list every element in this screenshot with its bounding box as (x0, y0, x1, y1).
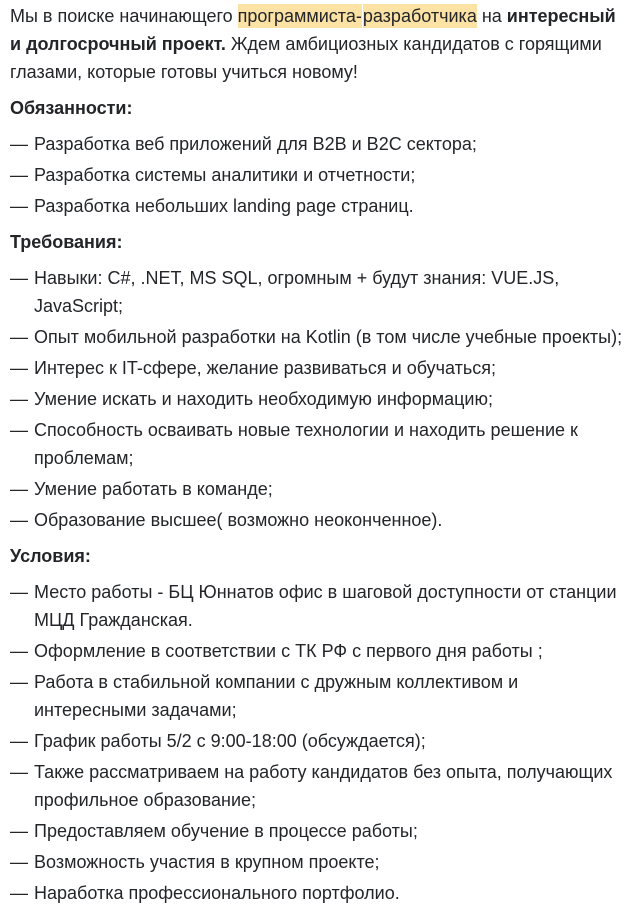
list-item (10, 758, 630, 814)
item-text: График работы 5/2 с 9:00-18:00 (обсуждается); (34, 731, 426, 751)
section-heading (10, 542, 630, 570)
list-item (10, 668, 630, 724)
bullet-dash: — (10, 134, 28, 154)
search-highlight: разработчика (362, 6, 477, 26)
duties-list (10, 130, 630, 220)
requirements-list (10, 264, 630, 534)
item-text: Место работы - БЦ Юннатов офис в шаговой доступности от станции МЦД Гражданская. (34, 582, 617, 630)
list-item (10, 416, 630, 472)
bullet-dash: — (10, 852, 28, 872)
list-item (10, 848, 630, 876)
list-item (10, 637, 630, 665)
item-text: Разработка веб приложений для B2B и B2C сектора; (34, 134, 477, 154)
bullet-dash: — (10, 268, 28, 288)
list-item (10, 354, 630, 382)
bullet-dash: — (10, 479, 28, 499)
section-heading-text: Требования: (10, 232, 123, 252)
list-item (10, 879, 630, 907)
list-item (10, 506, 630, 534)
section-heading (10, 228, 630, 256)
list-item (10, 578, 630, 634)
intro-paragraph (10, 2, 630, 86)
bullet-dash: — (10, 672, 28, 692)
section-duties (10, 94, 630, 220)
section-heading-text: Условия: (10, 546, 91, 566)
section-requirements (10, 228, 630, 534)
list-item (10, 817, 630, 845)
list-item (10, 264, 630, 320)
search-highlight: программиста- (237, 6, 362, 26)
bullet-dash: — (10, 641, 28, 661)
vacancy-description (10, 2, 630, 907)
item-text: Возможность участия в крупном проекте; (34, 852, 380, 872)
section-heading (10, 94, 630, 122)
bullet-dash: — (10, 327, 28, 347)
list-item (10, 161, 630, 189)
item-text: Также рассматриваем на работу кандидатов без опыта, получающих профильное образование; (34, 762, 613, 810)
intro-text-end: Ждем амбициозных кандидатов с горящими глазами, которые готовы учиться новому! (10, 34, 602, 82)
item-text: Предоставляем обучение в процессе работы; (34, 821, 418, 841)
list-item (10, 727, 630, 755)
bullet-dash: — (10, 510, 28, 530)
bullet-dash: — (10, 420, 28, 440)
section-conditions (10, 542, 630, 907)
bullet-dash: — (10, 731, 28, 751)
conditions-list (10, 578, 630, 907)
item-text: Навыки: C#, .NET, MS SQL, огромным + будут знания: VUE.JS, JavaScript; (34, 268, 560, 316)
list-item (10, 323, 630, 351)
item-text: Оформление в соответствии с ТК РФ с первого дня работы ; (34, 641, 543, 661)
bullet-dash: — (10, 196, 28, 216)
bullet-dash: — (10, 762, 28, 782)
item-text: Работа в стабильной компании с дружным коллективом и интересными задачами; (34, 672, 519, 720)
bullet-dash: — (10, 821, 28, 841)
item-text: Способность осваивать новые технологии и находить решение к проблемам; (34, 420, 578, 468)
bullet-dash: — (10, 883, 28, 903)
bullet-dash: — (10, 165, 28, 185)
intro-text-start: Мы в поиске начинающего (10, 6, 238, 26)
bullet-dash: — (10, 389, 28, 409)
section-heading-text: Обязанности: (10, 98, 133, 118)
intro-bold-text: интересный и долгосрочный проект. (10, 6, 616, 54)
item-text: Образование высшее( возможно неоконченное). (34, 510, 443, 530)
item-text: Разработка небольших landing page страниц. (34, 196, 414, 216)
item-text: Наработка профессионального портфолио. (34, 883, 400, 903)
bullet-dash: — (10, 358, 28, 378)
bullet-dash: — (10, 582, 28, 602)
list-item (10, 192, 630, 220)
item-text: Опыт мобильной разработки на Kotlin (в том числе учебные проекты); (34, 327, 623, 347)
list-item (10, 385, 630, 413)
item-text: Интерес к IT-сфере, желание развиваться и обучаться; (34, 358, 497, 378)
intro-text-middle: на (476, 6, 507, 26)
item-text: Умение искать и находить необходимую информацию; (34, 389, 493, 409)
list-item (10, 130, 630, 158)
list-item (10, 475, 630, 503)
item-text: Умение работать в команде; (34, 479, 273, 499)
item-text: Разработка системы аналитики и отчетности; (34, 165, 416, 185)
